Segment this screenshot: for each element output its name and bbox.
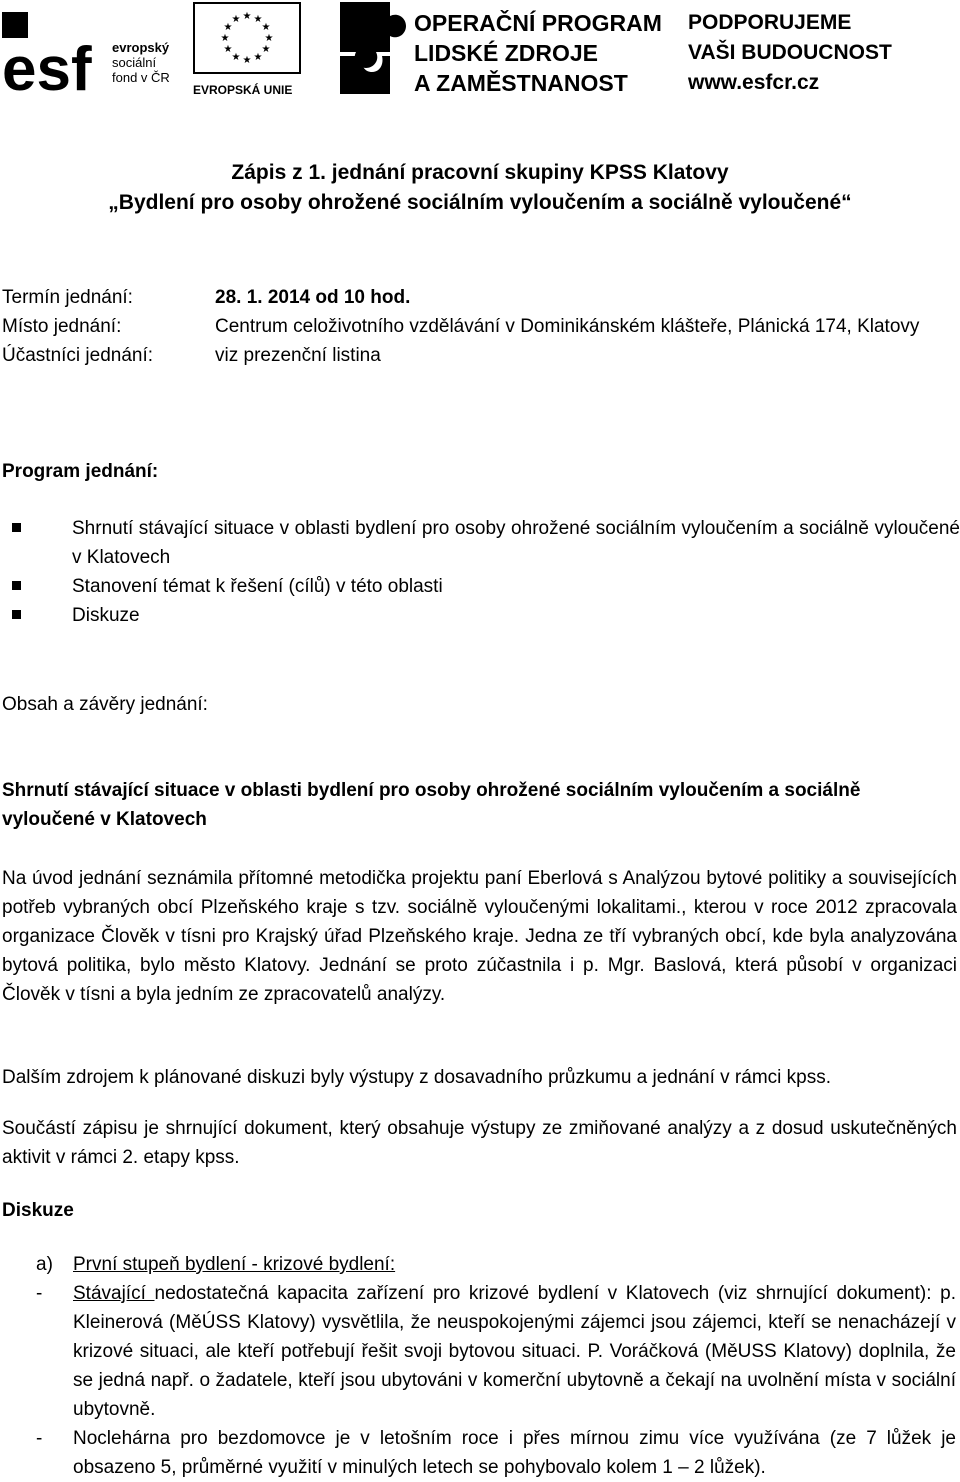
support-block	[688, 8, 892, 98]
program-heading: Program jednání:	[2, 461, 159, 482]
op-title	[414, 8, 662, 98]
op-line1: OPERAČNÍ PROGRAM	[414, 10, 662, 36]
list-item: Shrnutí stávající situace v oblasti bydlení pro osoby ohrožené sociálním vyloučením a sociálně vyloučené v Klatovech	[10, 514, 960, 572]
esf-line2: sociální	[112, 55, 157, 70]
square-bullet-icon	[12, 523, 21, 532]
list-item	[36, 1279, 956, 1424]
svg-text:★: ★	[264, 33, 274, 44]
section-title: Shrnutí stávající situace v oblasti bydlení pro osoby ohrožené sociálním vyloučením a sociálně vyloučené v Klatovech	[2, 780, 861, 830]
support-line1: PODPORUJEME	[688, 11, 852, 34]
svg-text:★: ★	[231, 14, 241, 25]
svg-text:★: ★	[223, 22, 233, 33]
list-item: Diskuze	[10, 601, 960, 630]
sub-title: První stupeň bydlení - krizové bydlení:	[73, 1254, 396, 1275]
svg-text:★: ★	[261, 44, 271, 55]
paragraph: Na úvod jednání seznámila přítomné metodička projektu paní Eberlová s Analýzou bytové politiky a souvisejících potřeb vybraných obcí Plzeňského kraje s tzv. sociálně vyloučenými lokalitami., kterou v roce 2012 zpracovala organizace Člověk v tísni pro Krajský úřad Plzeňského kraje. Jedna ze tří vybraných obcí, kde byla analyzována bytová politika, bylo město Klatovy. Jednání se proto zúčastnila i p. Mgr. Baslová, která působí v organizaci Člověk v tísni a byla jedním ze zpracovatelů analýzy.	[2, 868, 957, 1005]
item-text: Noclehárna pro bezdomovce je v letošním roce i přes mírnou zimu více využívána (ze 7 lůžek je obsazeno 5, průměrné využití v minulých letech se pohybovalo kolem 1 – 2 lůžek).	[73, 1428, 956, 1478]
eu-caption: EVROPSKÁ UNIE	[193, 83, 293, 97]
meta-term	[2, 283, 952, 312]
svg-text:★: ★	[253, 52, 263, 63]
agenda-list	[10, 514, 960, 630]
meta-participants	[2, 341, 952, 370]
dash-marker: -	[36, 1428, 43, 1449]
diskuze-heading: Diskuze	[2, 1200, 74, 1221]
svg-text:★: ★	[223, 44, 233, 55]
svg-text:★: ★	[242, 55, 252, 66]
list-item	[36, 1424, 956, 1482]
participants-value: viz prezenční listina	[215, 345, 381, 366]
meeting-meta	[2, 283, 952, 370]
term-value: 28. 1. 2014 od 10 hod.	[215, 287, 411, 308]
dash-marker: -	[36, 1283, 43, 1304]
op-line2: LIDSKÉ ZDROJE	[414, 40, 599, 66]
place-value: Centrum celoživotního vzdělávání v Dominikánském klášteře, Plánická 174, Klatovy	[215, 316, 920, 337]
esf-line1: evropský	[112, 40, 170, 55]
square-bullet-icon	[12, 610, 21, 619]
paragraph: Součástí zápisu je shrnující dokument, který obsahuje výstupy ze zmiňované analýzy a z dosud uskutečněných aktivit v rámci 2. etapy kpss.	[2, 1118, 957, 1168]
square-bullet-icon	[12, 581, 21, 590]
puzzle-icon	[340, 2, 408, 94]
paragraph: Dalším zdrojem k plánované diskuzi byly výstupy z dosavadního průzkumu a jednání v rámci kpss.	[2, 1067, 831, 1088]
support-url[interactable]: www.esfcr.cz	[688, 71, 820, 94]
title-line2: „Bydlení pro osoby ohrožené sociálním vyloučením a sociálně vyloučené“	[108, 191, 852, 214]
meta-place	[2, 312, 952, 341]
esf-logo	[0, 2, 186, 94]
logo-header	[0, 0, 960, 100]
place-label: Místo jednání:	[2, 316, 122, 337]
eu-logo	[193, 2, 305, 97]
op-line3: A ZAMĚSTNANOST	[414, 70, 628, 96]
esf-brand-text: esf	[2, 35, 92, 94]
document-title	[0, 158, 960, 218]
esf-line3: fond v ČR	[112, 70, 170, 85]
svg-text:★: ★	[231, 52, 241, 63]
eu-flag-icon	[193, 2, 301, 74]
support-line2: VAŠI BUDOUCNOST	[688, 41, 892, 64]
item-text: nedostatečná kapacita zařízení pro krizové bydlení v Klatovech (viz shrnující dokument): p. Kleinerová (MěÚSS Klatovy) vysvětlila, že neuspokojenými zájemci jsou zájemci, kteří se nenacházejí v krizové situaci, ale kteří potřebují řešit svoji bytovou situaci. P. Voráčková (MěUSS Klatovy) doplnila, že se jedná např. o žadatele, kteří jsou ubytováni v komerční ubytovně a čekají na uvolnění místa v sociální ubytovně.	[73, 1283, 956, 1420]
participants-label: Účastníci jednání:	[2, 345, 154, 366]
svg-text:★: ★	[242, 11, 252, 22]
title-line1: Zápis z 1. jednání pracovní skupiny KPSS Klatovy	[231, 161, 729, 184]
obsah-heading: Obsah a závěry jednání:	[2, 694, 208, 715]
sub-label: a)	[36, 1254, 53, 1275]
svg-text:★: ★	[220, 33, 230, 44]
esf-mark-icon	[2, 12, 106, 94]
list-item: Stanovení témat k řešení (cílů) v této oblasti	[10, 572, 960, 601]
item-underlined: Stávající	[73, 1283, 155, 1304]
svg-text:★: ★	[261, 22, 271, 33]
term-label: Termín jednání:	[2, 287, 133, 308]
svg-text:★: ★	[253, 14, 263, 25]
